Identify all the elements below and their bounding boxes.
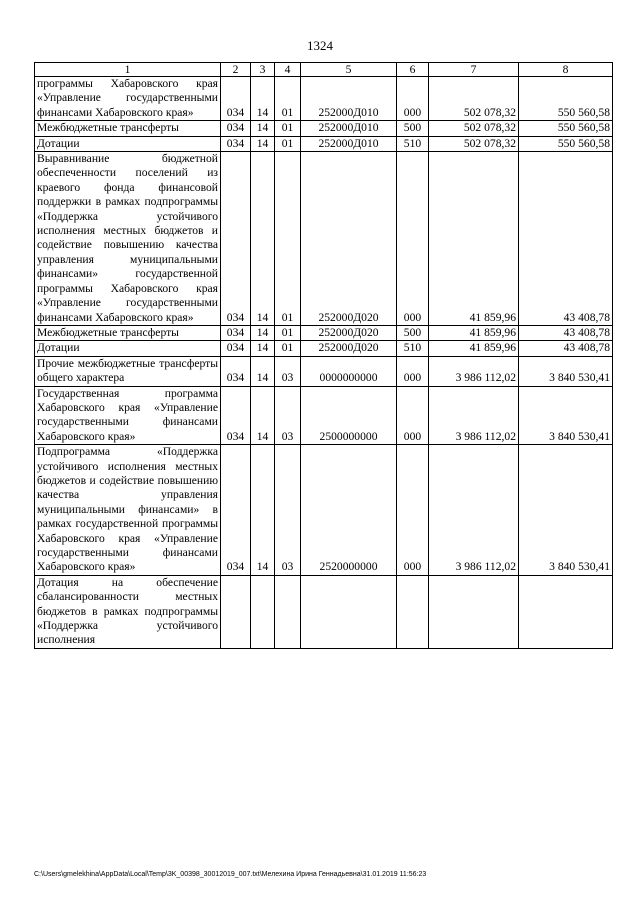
cell-section: 14 <box>251 386 275 445</box>
column-header: 1 <box>35 63 221 77</box>
cell-target-item: 0000000000 <box>301 356 397 386</box>
row-description: Межбюджетные трансферты <box>35 325 221 340</box>
cell-amount-2020: 3 840 530,41 <box>519 386 613 445</box>
cell-amount-2019: 41 859,96 <box>429 152 519 326</box>
cell-expense-type: 000 <box>397 152 429 326</box>
cell-ministry: 034 <box>221 121 251 136</box>
cell-section: 14 <box>251 152 275 326</box>
cell-expense-type: 000 <box>397 445 429 576</box>
row-description: Прочие межбюджетные трансферты общего характера <box>35 356 221 386</box>
cell-amount-2019: 3 986 112,02 <box>429 386 519 445</box>
row-description: Межбюджетные трансферты <box>35 121 221 136</box>
cell-amount-2019: 3 986 112,02 <box>429 356 519 386</box>
cell-ministry: 034 <box>221 136 251 151</box>
cell-subsection: 03 <box>275 445 301 576</box>
budget-table <box>34 62 613 649</box>
table-row <box>35 121 613 136</box>
table-row <box>35 386 613 445</box>
cell-amount-2019: 502 078,32 <box>429 136 519 151</box>
cell-target-item: 252000Д020 <box>301 341 397 356</box>
cell-amount-2020 <box>519 575 613 648</box>
cell-amount-2020: 43 408,78 <box>519 325 613 340</box>
cell-amount-2020: 550 560,58 <box>519 121 613 136</box>
cell-subsection: 01 <box>275 121 301 136</box>
cell-subsection: 01 <box>275 136 301 151</box>
column-header: 5 <box>301 63 397 77</box>
cell-expense-type: 000 <box>397 356 429 386</box>
cell-amount-2020: 3 840 530,41 <box>519 445 613 576</box>
cell-target-item: 252000Д020 <box>301 325 397 340</box>
cell-section: 14 <box>251 325 275 340</box>
table-header-row <box>35 63 613 77</box>
column-header: 3 <box>251 63 275 77</box>
cell-amount-2019: 3 986 112,02 <box>429 445 519 576</box>
cell-amount-2020: 3 840 530,41 <box>519 356 613 386</box>
cell-amount-2020: 550 560,58 <box>519 77 613 121</box>
cell-section <box>251 575 275 648</box>
column-header: 7 <box>429 63 519 77</box>
cell-subsection: 01 <box>275 77 301 121</box>
cell-subsection: 03 <box>275 386 301 445</box>
row-description: Дотация на обеспечение сбалансированности местных бюджетов в рамках подпрограммы «Поддержка устойчивого исполнения <box>35 575 221 648</box>
file-path-footer: C:\Users\gmelekhina\AppData\Local\Temp\3K_00398_30012019_007.txt\Мелехина Ирина Геннадьевна\31.01.2019 11:56:23 <box>34 871 427 878</box>
cell-ministry: 034 <box>221 356 251 386</box>
cell-expense-type: 000 <box>397 386 429 445</box>
row-description: Выравнивание бюджетной обеспеченности поселений из краевого фонда финансовой поддержки в рамках подпрограммы «Поддержка устойчивого исполнения местных бюджетов и содействие повышению качества управления муниципальными финансами» государственной программы Хабаровского края «Управление государственными финансами Хабаровского края» <box>35 152 221 326</box>
cell-subsection: 01 <box>275 341 301 356</box>
column-header: 8 <box>519 63 613 77</box>
table-row <box>35 136 613 151</box>
cell-section: 14 <box>251 77 275 121</box>
column-header: 4 <box>275 63 301 77</box>
cell-ministry: 034 <box>221 386 251 445</box>
table-row <box>35 445 613 576</box>
cell-target-item: 252000Д010 <box>301 121 397 136</box>
cell-expense-type <box>397 575 429 648</box>
cell-target-item: 2500000000 <box>301 386 397 445</box>
cell-target-item: 252000Д010 <box>301 136 397 151</box>
cell-subsection <box>275 575 301 648</box>
cell-amount-2020: 43 408,78 <box>519 341 613 356</box>
cell-ministry: 034 <box>221 325 251 340</box>
cell-expense-type: 510 <box>397 341 429 356</box>
cell-expense-type: 500 <box>397 325 429 340</box>
row-description: Дотации <box>35 341 221 356</box>
cell-ministry: 034 <box>221 341 251 356</box>
cell-expense-type: 500 <box>397 121 429 136</box>
cell-subsection: 03 <box>275 356 301 386</box>
column-header: 2 <box>221 63 251 77</box>
table-row <box>35 325 613 340</box>
cell-ministry: 034 <box>221 445 251 576</box>
cell-section: 14 <box>251 121 275 136</box>
cell-ministry: 034 <box>221 77 251 121</box>
cell-target-item <box>301 575 397 648</box>
row-description: Подпрограмма «Поддержка устойчивого исполнения местных бюджетов и содействие повышению качества управления муниципальными финансами» в рамках государственной программы Хабаровского края «Управление государственными финансами Хабаровского края» <box>35 445 221 576</box>
cell-amount-2020: 550 560,58 <box>519 136 613 151</box>
cell-expense-type: 000 <box>397 77 429 121</box>
cell-section: 14 <box>251 445 275 576</box>
cell-subsection: 01 <box>275 325 301 340</box>
cell-ministry: 034 <box>221 152 251 326</box>
cell-amount-2019 <box>429 575 519 648</box>
row-description: Государственная программа Хабаровского края «Управление государственными финансами Хабаровского края» <box>35 386 221 445</box>
table-row <box>35 152 613 326</box>
cell-target-item: 252000Д020 <box>301 152 397 326</box>
cell-section: 14 <box>251 356 275 386</box>
table-row <box>35 356 613 386</box>
cell-amount-2019: 41 859,96 <box>429 341 519 356</box>
cell-amount-2020: 43 408,78 <box>519 152 613 326</box>
row-description: Дотации <box>35 136 221 151</box>
table-row <box>35 575 613 648</box>
cell-section: 14 <box>251 341 275 356</box>
cell-expense-type: 510 <box>397 136 429 151</box>
table-row <box>35 77 613 121</box>
cell-amount-2019: 41 859,96 <box>429 325 519 340</box>
cell-target-item: 2520000000 <box>301 445 397 576</box>
row-description: программы Хабаровского края «Управление государственными финансами Хабаровского края» <box>35 77 221 121</box>
table-row <box>35 341 613 356</box>
cell-subsection: 01 <box>275 152 301 326</box>
cell-amount-2019: 502 078,32 <box>429 77 519 121</box>
cell-section: 14 <box>251 136 275 151</box>
cell-target-item: 252000Д010 <box>301 77 397 121</box>
cell-amount-2019: 502 078,32 <box>429 121 519 136</box>
column-header: 6 <box>397 63 429 77</box>
page-number: 1324 <box>307 38 333 53</box>
cell-ministry <box>221 575 251 648</box>
